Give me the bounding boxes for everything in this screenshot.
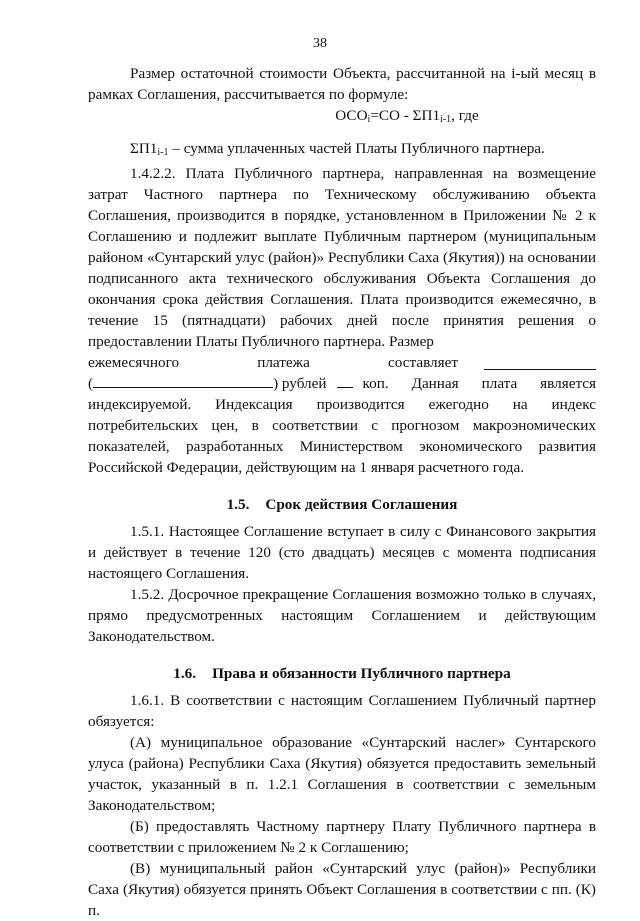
- sum-definition: [88, 138, 596, 163]
- payment-words-blank: [93, 373, 273, 388]
- formula-mid-sub: i-1: [440, 114, 452, 125]
- section-number: 1.6.: [173, 665, 197, 682]
- section-title: Срок действия Соглашения: [265, 496, 458, 513]
- item-v: (В) муниципальный район «Сунтарский улус (район)» Республики Саха (Якутия) обязуется принять Объект Соглашения в соответствии с пп. (К) п.: [88, 860, 596, 919]
- sum-symbol-sub: i-1: [157, 147, 169, 158]
- item-b: (Б) предоставлять Частному партнеру Плату Публичного партнера в соответствии с приложением № 2 к Соглашению;: [88, 818, 596, 856]
- section-heading-1-5: [88, 494, 596, 515]
- monthly-payment-text: ежемесячного платежа составляет: [88, 354, 458, 371]
- document-body: [88, 63, 596, 921]
- page-number: 38: [313, 36, 327, 51]
- section-heading-1-6: [88, 663, 596, 684]
- payment-words-line: [88, 373, 596, 394]
- formula-lhs: ОСО: [335, 107, 368, 124]
- paragraph-1-5-1: 1.5.1. Настоящее Соглашение вступает в силу с Финансового закрытия и действует в течение 120 (сто двадцать) месяцев с момента подписания настоящего Соглашения.: [88, 523, 596, 582]
- section-title: Права и обязанности Публичного партнера: [212, 665, 511, 682]
- section-number: 1.5.: [226, 496, 250, 513]
- formula-lhs-sub: i: [367, 114, 371, 125]
- paren-open: (: [88, 375, 94, 392]
- kopecks-text: коп. Данная плата является: [362, 375, 596, 392]
- monthly-payment-line: [88, 352, 596, 373]
- payment-amount-blank: [484, 355, 596, 370]
- sum-definition-text: – сумма уплаченных частей Платы Публичного партнера.: [168, 140, 545, 157]
- formula-rhs: , где: [451, 107, 479, 124]
- formula-mid: =СО - ΣП1: [370, 107, 441, 124]
- paragraph-residual-value: Размер остаточной стоимости Объекта, рассчитанной на i-ый месяц в рамках Соглашения, рассчитывается по формуле:: [88, 65, 596, 103]
- formula: [88, 105, 596, 138]
- paragraph-1-6-1: 1.6.1. В соответствии с настоящим Соглашением Публичный партнер обязуется:: [88, 692, 596, 730]
- paragraph-indexation: индексируемой. Индексация производится ежегодно на индекс потребительских цен, в соответствии с прогнозом макроэномических показателей, разработанных Министерством экономического развития Российской Федерации, действующим на 1 января расчетного года.: [88, 396, 596, 476]
- paragraph-1-4-2-2: 1.4.2.2. Плата Публичного партнера, направленная на возмещение затрат Частного партнера по Техническому обслуживанию объекта Соглашения, производится в порядке, установленном в Приложении № 2 к Соглашению и подлежит выплате Публичным партнером (муниципальным районом «Сунтарский улус (район)» Республики Саха (Якутия)) на основании подписанного акта технического обслуживания Объекта Соглашения до окончания срока действия Соглашения. Плата производится ежемесячно, в течение 15 (пятнадцати) рабочих дней после принятия решения о предоставлении Платы Публичного партнера. Размер: [88, 165, 596, 350]
- rubles-text: ) рублей: [273, 375, 327, 392]
- kopecks-blank: [337, 373, 353, 388]
- paragraph-1-5-2: 1.5.2. Досрочное прекращение Соглашения возможно только в случаях, прямо предусмотренных настоящим Соглашением и действующим Законодательством.: [88, 586, 596, 645]
- sum-symbol: ΣП1: [130, 140, 158, 157]
- item-a: (А) муниципальное образование «Сунтарский наслег» Сунтарского улуса (района) Республики Саха (Якутия) обязуется предоставить земельный участок, указанный в п. 1.2.1 Соглашения в соответствии с земельным Законодательством;: [88, 734, 596, 814]
